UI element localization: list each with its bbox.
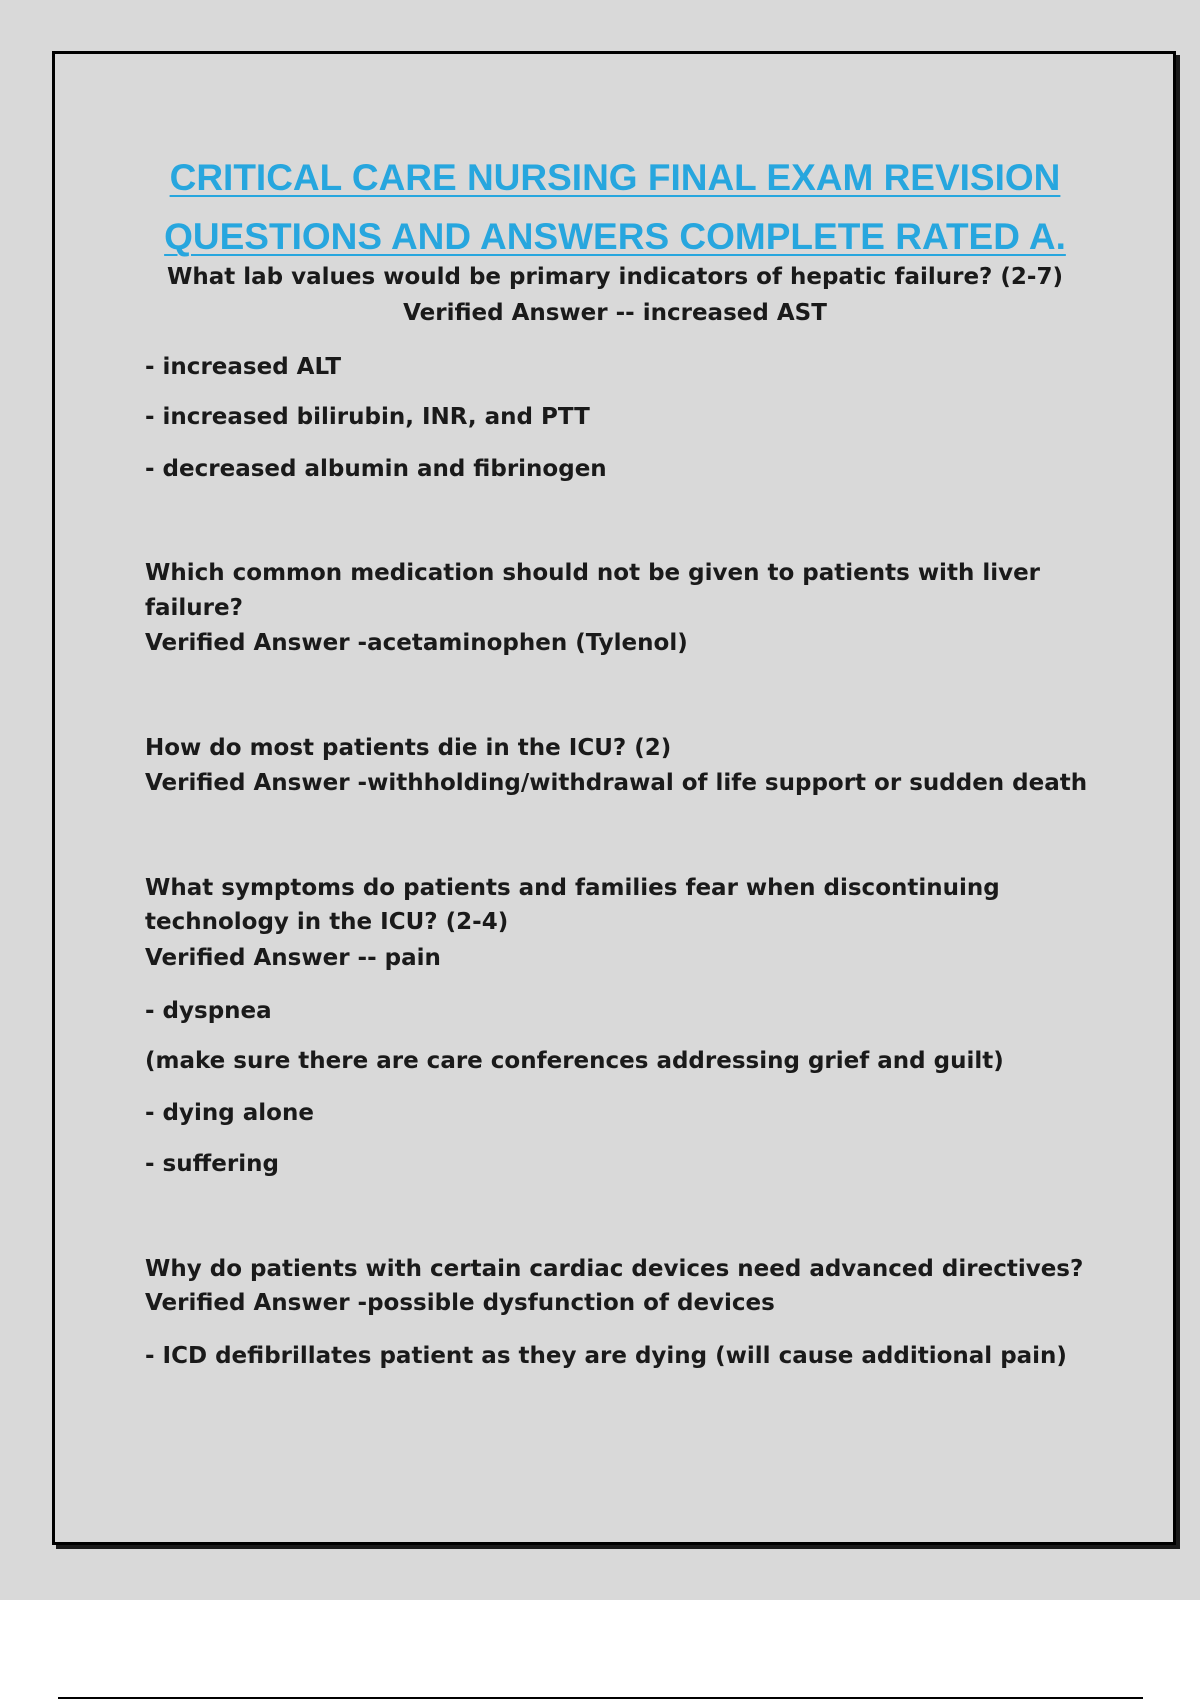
- answer-4: Verified Answer -- pain: [145, 945, 441, 971]
- answer-4-point-1: - dyspnea: [145, 998, 272, 1024]
- answer-1-point-3: - decreased albumin and fibrinogen: [145, 456, 607, 482]
- answer-4-point-2: - dying alone: [145, 1100, 314, 1126]
- question-2-line-2: failure?: [145, 595, 243, 621]
- footer-divider: [58, 1697, 1143, 1699]
- question-4-line-2: technology in the ICU? (2-4): [145, 909, 509, 935]
- answer-4-note: (make sure there are care conferences addressing grief and guilt): [145, 1048, 1004, 1074]
- answer-4-point-3: - suffering: [145, 1151, 279, 1177]
- answer-2: Verified Answer -acetaminophen (Tylenol): [145, 630, 688, 656]
- question-5: Why do patients with certain cardiac devices need advanced directives?: [145, 1256, 1084, 1282]
- question-1: What lab values would be primary indicators of hepatic failure? (2-7): [166, 264, 1063, 290]
- title-line-1: CRITICAL CARE NURSING FINAL EXAM REVISION: [169, 157, 1061, 198]
- answer-1: Verified Answer -- increased AST: [403, 300, 827, 326]
- question-2-line-1: Which common medication should not be given to patients with liver: [145, 560, 1041, 586]
- answer-5: Verified Answer -possible dysfunction of devices: [145, 1290, 775, 1316]
- document-title: [90, 148, 1140, 266]
- title-line-2: QUESTIONS AND ANSWERS COMPLETE RATED A.: [164, 216, 1066, 257]
- answer-1-point-2: - increased bilirubin, INR, and PTT: [145, 404, 590, 430]
- question-4-line-1: What symptoms do patients and families fear when discontinuing: [145, 875, 1000, 901]
- question-3: How do most patients die in the ICU? (2): [145, 735, 672, 761]
- answer-3: Verified Answer -withholding/withdrawal of life support or sudden death: [145, 770, 1088, 796]
- answer-5-point-1: - ICD defibrillates patient as they are dying (will cause additional pain): [145, 1343, 1067, 1369]
- answer-1-point-1: - increased ALT: [145, 354, 342, 380]
